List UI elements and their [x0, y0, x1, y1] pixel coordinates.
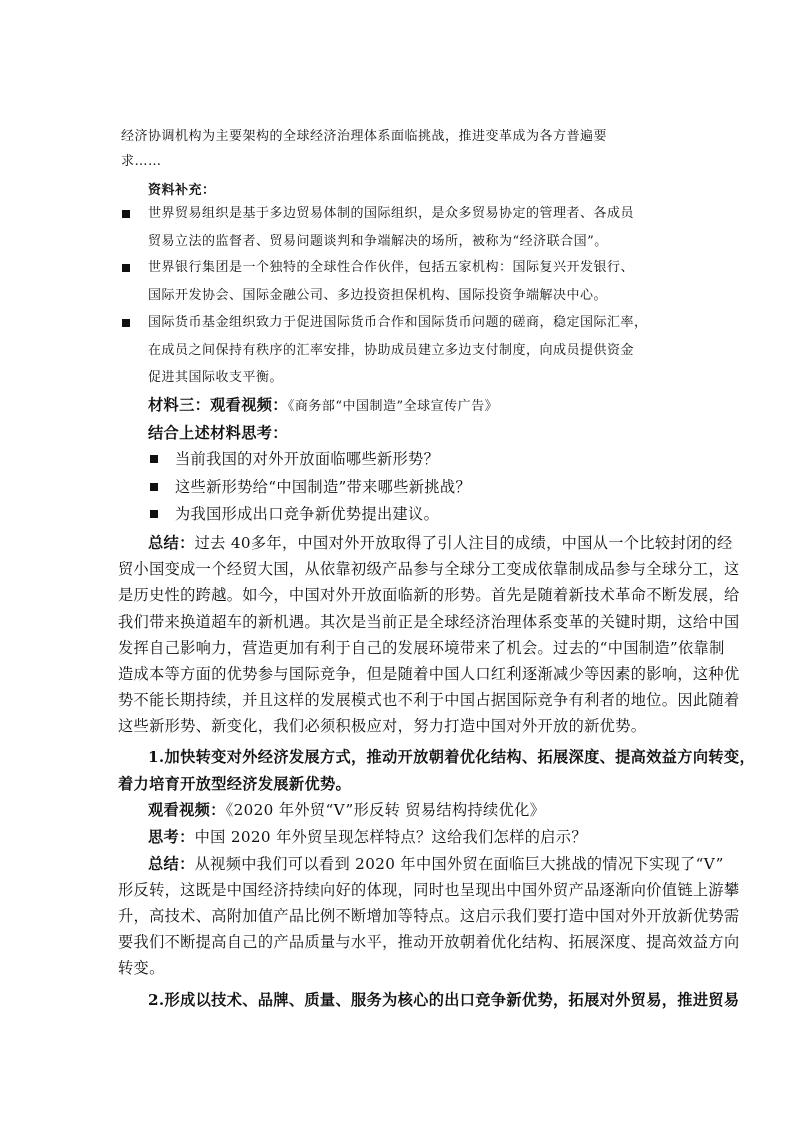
question-1: 当前我国的对外开放面临哪些新形势？ [175, 450, 440, 468]
supplement-item-2-line-1: 世界银行集团是一个独特的全球性合作伙伴，包括五家机构：国际复兴开发银行、 [148, 260, 635, 275]
supplement-item-3-line-3: 促进其国际收支平衡。 [148, 370, 284, 385]
summary1-line-4: 我们带来换道超车的新机遇。其次是当前正是全球经济治理体系变革的关键时期，这给中国 [118, 613, 740, 631]
video2-title: 《2020 年外贸“V”形反转 贸易结构持续优化》 [225, 801, 546, 819]
summary1-line-6: 造成本等方面的优势参与国际竞争，但是随着中国人口红利逐渐减少等因素的影响，这种优 [118, 665, 740, 683]
summary1-line-7: 势不能长期持续，并且这样的发展模式也不利于中国占据国际竞争有利者的地位。因此随着 [118, 691, 740, 709]
question-3: 为我国形成出口竞争新优势提出建议。 [175, 505, 440, 523]
supplement-item-1-line-1: 世界贸易组织是基于多边贸易体制的国际组织，是众多贸易协定的管理者、各成员 [148, 206, 635, 221]
summary1-label: 总结： [148, 534, 195, 552]
summary1-line-1 [148, 533, 733, 553]
supplement-item-2-line-2: 国际开发协会、国际金融公司、多边投资担保机构、国际投资争端解决中心。 [148, 288, 608, 303]
summary2-text: 从视频中我们可以看到 2020 年中国外贸在面临巨大挑战的情况下实现了“V” [194, 855, 724, 873]
summary2-line-2: 形反转，这既是中国经济持续向好的体现，同时也呈现出中国外贸产品逐渐向价值链上游攀 [118, 881, 740, 899]
summary1-line-2: 贸小国变成一个经贸大国，从依靠初级产品参与全球分工变成依靠制成品参与全球分工，这 [118, 560, 740, 578]
think2-label: 思考： [148, 828, 195, 846]
video2-line [148, 800, 545, 820]
summary2-line-4: 要我们不断提高自己的产品质量与水平，推动开放朝着优化结构、拓展深度、提高效益方向 [118, 933, 740, 951]
bullet-square-icon [150, 483, 158, 491]
bullet-square-icon [122, 264, 130, 272]
question-2: 这些新形势给“中国制造”带来哪些新挑战？ [175, 478, 471, 496]
think2-line [148, 827, 587, 847]
summary2-line-1 [148, 854, 724, 874]
summary1-line-5: 发挥自己影响力，营造更加有利于自己的发展环境带来了机会。过去的“中国制造”依靠制 [118, 639, 725, 657]
supplement-item-3-line-2: 在成员之间保持有秩序的汇率安排，协助成员建立多边支付制度，向成员提供资金 [148, 343, 635, 358]
bullet-square-icon [122, 319, 130, 327]
summary2-line-5: 转变。 [118, 959, 165, 977]
material3-line [148, 395, 498, 417]
think2-text: 中国 2020 年外贸呈现怎样特点？这给我们怎样的启示？ [194, 828, 587, 846]
intro-line-1: 经济协调机构为主要架构的全球经济治理体系面临挑战，推进变革成为各方普遍要 [121, 129, 608, 144]
bullet-square-icon [150, 510, 158, 518]
material3-label: 材料三：观看视频： [148, 396, 288, 414]
summary2-label: 总结： [148, 855, 195, 873]
supplement-item-3-line-1: 国际货币基金组织致力于促进国际货币合作和国际货币问题的磋商，稳定国际汇率， [148, 315, 648, 330]
point2-line-1: 2.形成以技术、品牌、质量、服务为核心的出口竞争新优势，拓展对外贸易，推进贸易 [148, 991, 740, 1009]
video2-label: 观看视频： [148, 801, 226, 819]
point1-line-2: 着力培育开放型经济发展新优势。 [118, 775, 352, 793]
material3-title: 《商务部“中国制造”全球宣传广告》 [287, 399, 499, 414]
supplement-item-1-line-2: 贸易立法的监督者、贸易问题谈判和争端解决的场所，被称为“经济联合国”。 [148, 234, 608, 249]
intro-line-2: 求…… [121, 154, 162, 169]
think-heading: 结合上述材料思考： [148, 424, 288, 442]
summary1-line-3: 是历史性的跨越。如今，中国对外开放面临新的形势。首先是随着新技术革命不断发展，给 [118, 586, 740, 604]
summary1-line-8: 这些新形势、新变化，我们必须积极应对，努力打造中国对外开放的新优势。 [118, 717, 647, 735]
supplement-heading: 资料补充： [148, 183, 216, 198]
point1-line-1: 1.加快转变对外经济发展方式，推动开放朝着优化结构、拓展深度、提高效益方向转变， [148, 748, 755, 766]
bullet-square-icon [150, 455, 158, 463]
summary2-line-3: 升，高技术、高附加值产品比例不断增加等特点。这启示我们要打造中国对外开放新优势需 [118, 907, 740, 925]
bullet-square-icon [122, 210, 130, 218]
summary1-text: 过去 40多年，中国对外开放取得了引人注目的成绩，中国从一个比较封闭的经 [194, 534, 733, 552]
